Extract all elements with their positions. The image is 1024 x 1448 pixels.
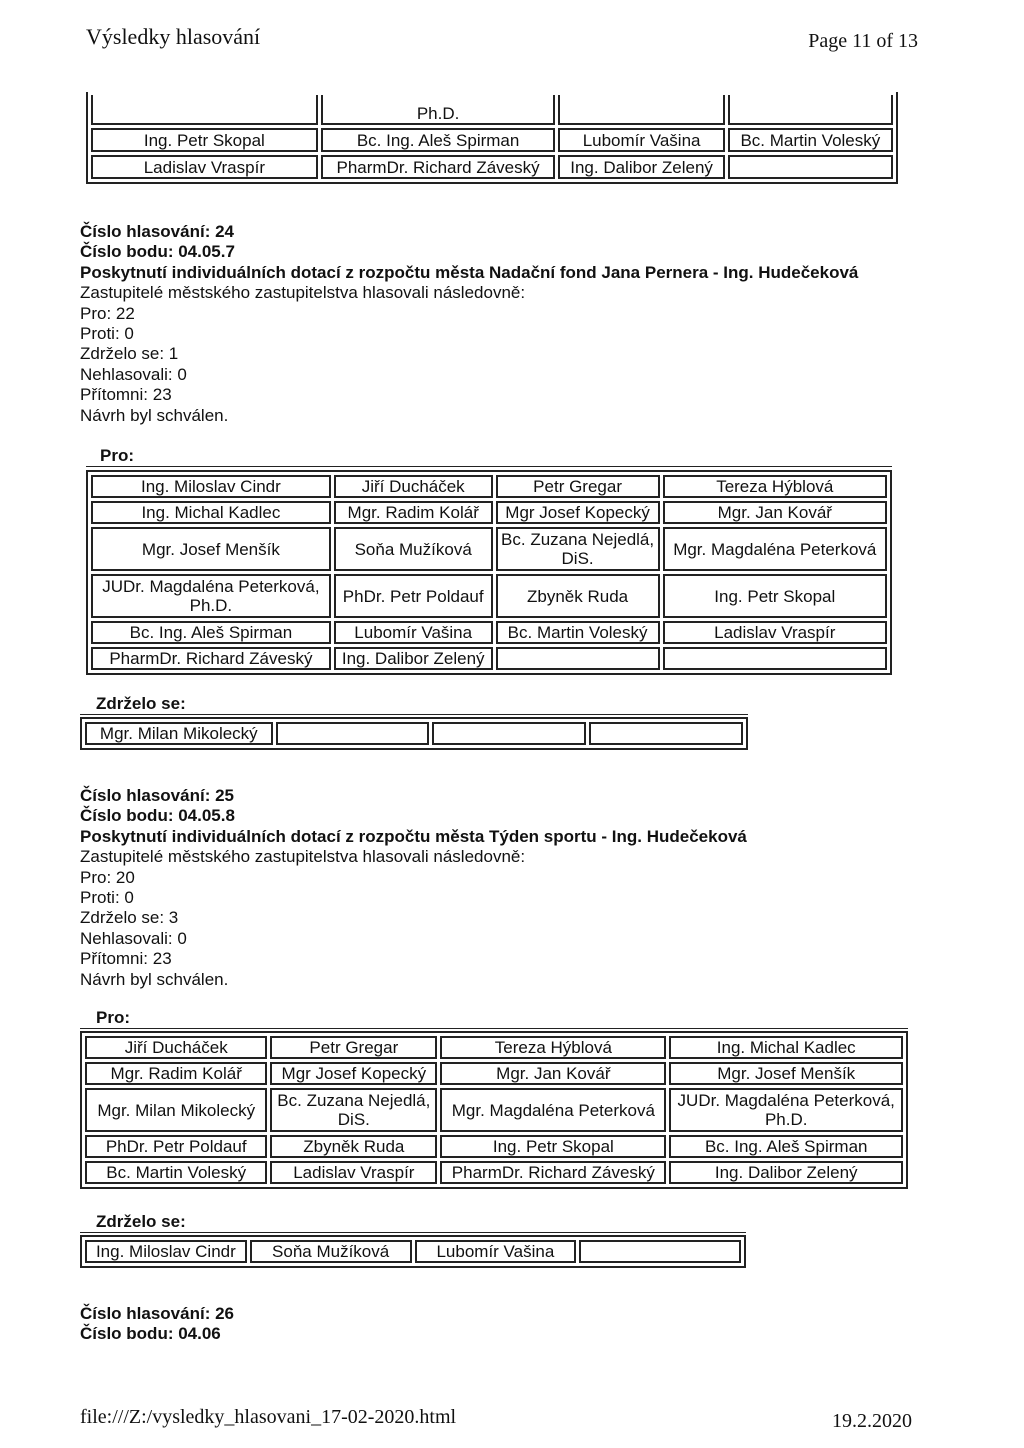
page-header-title: Výsledky hlasování xyxy=(86,24,261,49)
table-row xyxy=(91,574,887,618)
pro-table xyxy=(80,1031,908,1189)
table-row xyxy=(91,128,893,152)
table-row xyxy=(91,647,887,670)
group-divider xyxy=(80,1232,746,1233)
abstain-group-label: Zdrželo se: xyxy=(96,1212,186,1231)
vote-count-abstain: Zdrželo se: 3 xyxy=(80,908,179,928)
table-cell: Mgr Josef Kopecký xyxy=(496,501,660,524)
table-cell: Tereza Hýblová xyxy=(663,475,887,498)
table-cell: Ing. Dalibor Zelený xyxy=(334,647,493,670)
table-cell: Ing. Miloslav Cindr xyxy=(85,1240,247,1263)
table-cell: Mgr. Jan Kovář xyxy=(440,1062,666,1085)
table-cell: Soňa Mužíková xyxy=(334,527,493,571)
table-cell: Jiří Ducháček xyxy=(85,1036,267,1059)
table-cell: Mgr. Magdaléna Peterková xyxy=(440,1088,666,1132)
group-divider xyxy=(80,714,748,715)
table-cell: Ing. Petr Skopal xyxy=(440,1135,666,1158)
table-cell: Mgr. Milan Mikolecký xyxy=(85,1088,267,1132)
table-cell xyxy=(496,647,660,670)
table-row xyxy=(85,722,743,745)
abstain-table xyxy=(80,1235,746,1268)
group-divider xyxy=(80,1028,908,1029)
table-cell: Ph.D. xyxy=(321,95,556,125)
table-cell: JUDr. Magdaléna Peterková, Ph.D. xyxy=(669,1088,903,1132)
table-row xyxy=(85,1161,903,1184)
table-cell xyxy=(276,722,430,745)
table-row xyxy=(91,475,887,498)
vote-intro: Zastupitelé městského zastupitelstva hlasovali následovně: xyxy=(80,283,526,303)
abstain-group-label: Zdrželo se: xyxy=(96,694,186,713)
table-cell xyxy=(432,722,586,745)
abstain-table xyxy=(80,717,748,750)
table-cell: Mgr. Josef Menšík xyxy=(91,527,331,571)
pro-group-label: Pro: xyxy=(96,1008,130,1027)
table-cell: Ing. Michal Kadlec xyxy=(669,1036,903,1059)
footer-file-path: file:///Z:/vysledky_hlasovani_17-02-2020.html xyxy=(80,1406,457,1428)
table-cell: Lubomír Vašina xyxy=(558,128,724,152)
table-cell: PharmDr. Richard Záveský xyxy=(91,647,331,670)
vote-block xyxy=(80,786,747,990)
table-cell: Bc. Zuzana Nejedlá, DiS. xyxy=(270,1088,437,1132)
table-row xyxy=(85,1088,903,1132)
table-cell xyxy=(91,95,318,125)
table-cell: Mgr Josef Kopecký xyxy=(270,1062,437,1085)
table-row xyxy=(91,621,887,644)
vote-subject: Poskytnutí individuálních dotací z rozpočtu města Nadační fond Jana Pernera - Ing. Hudečeková xyxy=(80,262,859,282)
table-cell: PhDr. Petr Poldauf xyxy=(334,574,493,618)
table-cell: Ing. Petr Skopal xyxy=(91,128,318,152)
table-row xyxy=(91,501,887,524)
vote-count-abstain: Zdrželo se: 1 xyxy=(80,344,179,364)
table-cell: Bc. Ing. Aleš Spirman xyxy=(91,621,331,644)
table-row xyxy=(85,1135,903,1158)
table-cell: Bc. Martin Voleský xyxy=(85,1161,267,1184)
table-row xyxy=(85,1036,903,1059)
table-cell: PhDr. Petr Poldauf xyxy=(85,1135,267,1158)
vote-number: Číslo hlasování: 25 xyxy=(80,786,234,805)
table-cell: PharmDr. Richard Záveský xyxy=(440,1161,666,1184)
table-cell xyxy=(663,647,887,670)
table-cell: Bc. Ing. Aleš Spirman xyxy=(321,128,556,152)
vote-intro: Zastupitelé městského zastupitelstva hlasovali následovně: xyxy=(80,847,526,867)
table-cell: JUDr. Magdaléna Peterková, Ph.D. xyxy=(91,574,331,618)
table-cell xyxy=(728,95,893,125)
table-cell: Mgr. Radim Kolář xyxy=(334,501,493,524)
vote-count-present: Přítomni: 23 xyxy=(80,385,172,405)
vote-result: Návrh byl schválen. xyxy=(80,969,229,989)
table-cell: Tereza Hýblová xyxy=(440,1036,666,1059)
table-cell: Mgr. Magdaléna Peterková xyxy=(663,527,887,571)
table-cell: Bc. Martin Voleský xyxy=(728,128,893,152)
table-cell: Lubomír Vašina xyxy=(415,1240,577,1263)
table-cell xyxy=(728,155,893,179)
vote-item-number: Číslo bodu: 04.06 xyxy=(80,1324,221,1344)
table-cell: Ing. Dalibor Zelený xyxy=(558,155,724,179)
table-row xyxy=(91,155,893,179)
vote-count-not-voted: Nehlasovali: 0 xyxy=(80,364,187,384)
table-cell: Ing. Miloslav Cindr xyxy=(91,475,331,498)
pro-table xyxy=(86,470,892,675)
table-cell: Ladislav Vraspír xyxy=(270,1161,437,1184)
vote-item-number: Číslo bodu: 04.05.7 xyxy=(80,242,235,262)
table-cell: Mgr. Josef Menšík xyxy=(669,1062,903,1085)
table-cell: Petr Gregar xyxy=(496,475,660,498)
table-cell: Bc. Ing. Aleš Spirman xyxy=(669,1135,903,1158)
vote-item-number: Číslo bodu: 04.05.8 xyxy=(80,806,235,826)
vote-subject: Poskytnutí individuálních dotací z rozpočtu města Týden sportu - Ing. Hudečeková xyxy=(80,826,747,846)
table-cell: Zbyněk Ruda xyxy=(496,574,660,618)
table-cell: Soňa Mužíková xyxy=(250,1240,412,1263)
table-cell: Ladislav Vraspír xyxy=(91,155,318,179)
pro-group-label: Pro: xyxy=(100,446,134,465)
continued-pro-table xyxy=(86,92,898,184)
vote-block xyxy=(80,222,858,426)
group-divider xyxy=(86,466,892,467)
vote-result: Návrh byl schválen. xyxy=(80,405,229,425)
table-cell: Ing. Petr Skopal xyxy=(663,574,887,618)
vote-count-against: Proti: 0 xyxy=(80,888,134,908)
vote-count-not-voted: Nehlasovali: 0 xyxy=(80,928,187,948)
table-cell: Jiří Ducháček xyxy=(334,475,493,498)
vote-count-pro: Pro: 22 xyxy=(80,303,135,323)
table-cell: PharmDr. Richard Záveský xyxy=(321,155,556,179)
vote-count-against: Proti: 0 xyxy=(80,324,134,344)
table-cell: Zbyněk Ruda xyxy=(270,1135,437,1158)
table-cell: Petr Gregar xyxy=(270,1036,437,1059)
table-row xyxy=(85,1240,741,1263)
vote-count-pro: Pro: 20 xyxy=(80,867,135,887)
table-cell: Ladislav Vraspír xyxy=(663,621,887,644)
vote-block xyxy=(80,1304,234,1345)
table-cell: Lubomír Vašina xyxy=(334,621,493,644)
table-cell xyxy=(589,722,743,745)
page-number: Page 11 of 13 xyxy=(808,30,918,52)
table-cell: Ing. Michal Kadlec xyxy=(91,501,331,524)
table-cell: Mgr. Milan Mikolecký xyxy=(85,722,273,745)
table-row xyxy=(91,95,893,125)
table-cell xyxy=(579,1240,741,1263)
table-cell xyxy=(558,95,724,125)
footer-date: 19.2.2020 xyxy=(832,1410,912,1432)
table-cell: Ing. Dalibor Zelený xyxy=(669,1161,903,1184)
table-row xyxy=(91,527,887,571)
table-cell: Bc. Martin Voleský xyxy=(496,621,660,644)
table-cell: Bc. Zuzana Nejedlá, DiS. xyxy=(496,527,660,571)
vote-number: Číslo hlasování: 26 xyxy=(80,1304,234,1323)
table-cell: Mgr. Radim Kolář xyxy=(85,1062,267,1085)
vote-number: Číslo hlasování: 24 xyxy=(80,222,234,241)
table-row xyxy=(85,1062,903,1085)
table-cell: Mgr. Jan Kovář xyxy=(663,501,887,524)
vote-count-present: Přítomni: 23 xyxy=(80,949,172,969)
